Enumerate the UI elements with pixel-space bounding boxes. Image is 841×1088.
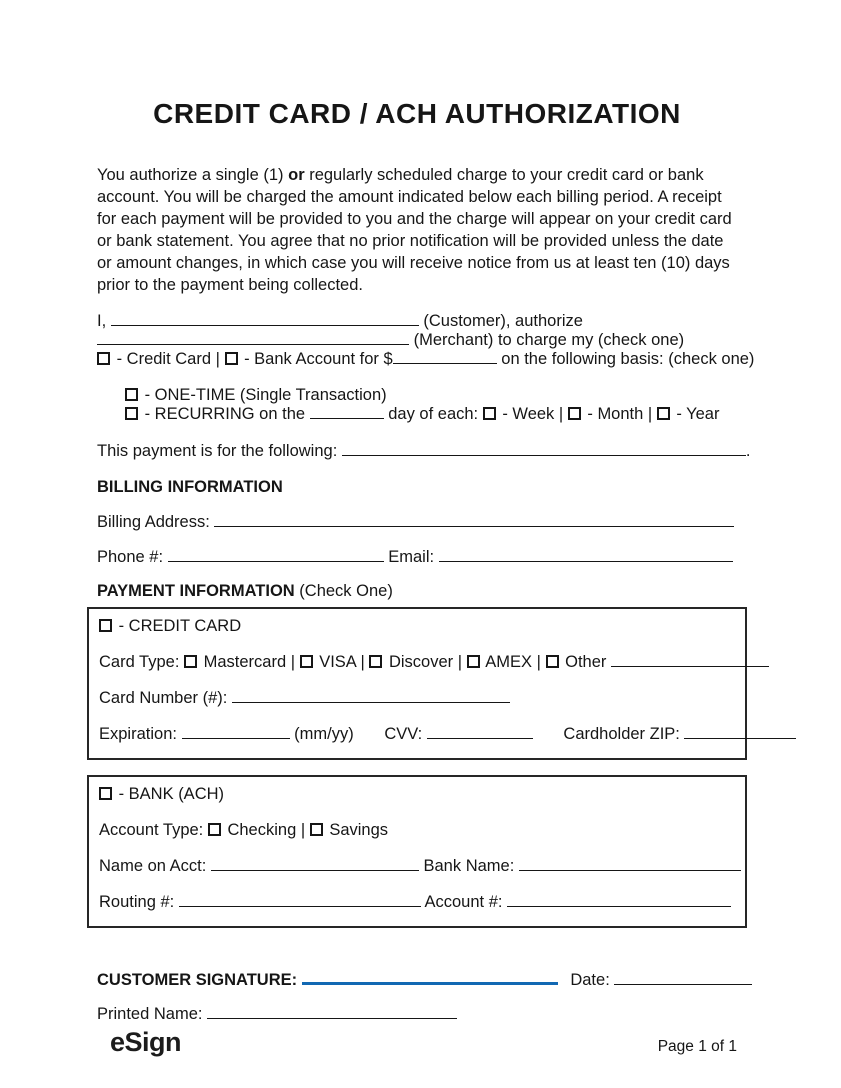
expiration-line (99, 725, 733, 744)
checkbox-other[interactable] (546, 655, 559, 668)
basis-suffix: on the following basis: (check one) (501, 350, 755, 368)
checkbox-mastercard[interactable] (184, 655, 197, 668)
intro-text-post: regularly scheduled charge to your credit card or bank account. You will be charged the amount indicated below each billing period. A receipt for each payment will be provided to you and the charge will appear on your credit card or bank statement. You agree that no prior notification will be provided unless the date or amount changes, in which case you will receive notice from us at least ten (10) days prior to the payment being collected. (97, 166, 732, 294)
routing-account-line (99, 893, 733, 912)
month-option-label: - Month | (587, 405, 653, 423)
intro-text-pre: You authorize a single (1) (97, 166, 289, 184)
card-type-amex-label: AMEX | (485, 653, 541, 671)
customer-signature-label: CUSTOMER SIGNATURE: (97, 971, 298, 989)
name-bank-line (99, 857, 733, 876)
payment-for-label: This payment is for the following: (97, 442, 338, 460)
year-option-label: - Year (676, 405, 720, 423)
checkbox-section-credit-card[interactable] (99, 619, 112, 632)
checkbox-section-bank-ach[interactable] (99, 787, 112, 800)
customer-name-field[interactable] (111, 313, 419, 326)
payment-info-heading-line (97, 582, 737, 601)
checkbox-visa[interactable] (300, 655, 313, 668)
customer-line (97, 312, 737, 331)
intro-or-bold: or (288, 166, 305, 184)
recurring-option-label: - RECURRING on the (144, 405, 306, 423)
page-title: CREDIT CARD / ACH AUTHORIZATION (153, 98, 681, 129)
credit-card-section (87, 607, 747, 760)
phone-label: Phone #: (97, 548, 164, 566)
account-number-label: Account #: (424, 893, 503, 911)
card-type-line (99, 653, 733, 672)
card-type-other-field[interactable] (611, 654, 769, 667)
week-option-label: - Week | (502, 405, 564, 423)
name-on-acct-field[interactable] (211, 858, 419, 871)
page-number: Page 1 of 1 (657, 1038, 737, 1055)
card-number-field[interactable] (232, 690, 510, 703)
bank-ach-section (87, 775, 747, 928)
checkbox-amex[interactable] (467, 655, 480, 668)
payment-info-heading: PAYMENT INFORMATION (97, 582, 295, 600)
phone-field[interactable] (168, 549, 384, 562)
phone-email-line (97, 548, 737, 567)
checkbox-year[interactable] (657, 407, 670, 420)
checkbox-bank-account[interactable] (225, 352, 238, 365)
expiration-hint: (mm/yy) (294, 725, 354, 743)
amount-field[interactable] (393, 351, 497, 364)
cvv-label: CVV: (384, 725, 423, 743)
payment-for-line (97, 442, 751, 461)
checkbox-discover[interactable] (369, 655, 382, 668)
routing-number-field[interactable] (179, 894, 421, 907)
bank-section-heading-line (99, 785, 733, 804)
date-label: Date: (570, 971, 610, 989)
billing-address-label: Billing Address: (97, 513, 210, 531)
bank-section-heading: - BANK (ACH) (118, 785, 225, 803)
payment-for-field[interactable] (342, 443, 746, 456)
account-type-label: Account Type: (99, 821, 204, 839)
checkbox-savings[interactable] (310, 823, 323, 836)
card-number-label: Card Number (#): (99, 689, 228, 707)
savings-option-label: Savings (329, 821, 389, 839)
billing-address-line (97, 513, 737, 532)
signature-line (97, 971, 737, 990)
billing-heading: BILLING INFORMATION (97, 478, 283, 496)
card-type-discover-label: Discover | (388, 653, 462, 671)
recurring-line (97, 405, 737, 424)
esign-logo: eSign (110, 1027, 182, 1057)
checkbox-one-time[interactable] (125, 388, 138, 401)
credit-card-section-heading-line (99, 617, 733, 636)
card-type-visa-label: VISA | (319, 653, 365, 671)
printed-name-field[interactable] (207, 1006, 457, 1019)
charge-method-line (97, 350, 755, 369)
payment-info-heading-suffix: (Check One) (299, 582, 393, 600)
billing-address-field[interactable] (214, 514, 734, 527)
name-on-acct-label: Name on Acct: (99, 857, 207, 875)
account-number-field[interactable] (507, 894, 731, 907)
merchant-suffix: (Merchant) to charge my (check one) (413, 331, 685, 349)
customer-signature-field[interactable] (302, 971, 558, 985)
checking-option-label: Checking | (227, 821, 306, 839)
card-type-label: Card Type: (99, 653, 180, 671)
i-label: I, (97, 312, 107, 330)
checkbox-recurring[interactable] (125, 407, 138, 420)
customer-suffix: (Customer), authorize (423, 312, 583, 330)
payment-for-period: . (745, 442, 751, 460)
bank-name-field[interactable] (519, 858, 741, 871)
bank-name-label: Bank Name: (423, 857, 515, 875)
cvv-field[interactable] (427, 726, 533, 739)
one-time-line (97, 386, 737, 405)
cardholder-zip-field[interactable] (684, 726, 796, 739)
cardholder-zip-label: Cardholder ZIP: (563, 725, 680, 743)
intro-paragraph (97, 164, 737, 296)
expiration-label: Expiration: (99, 725, 177, 743)
checkbox-month[interactable] (568, 407, 581, 420)
email-field[interactable] (439, 549, 733, 562)
expiration-field[interactable] (182, 726, 290, 739)
credit-card-option-label: - Credit Card | (116, 350, 220, 368)
account-type-line (99, 821, 733, 840)
bank-account-option-label: - Bank Account for $ (244, 350, 393, 368)
merchant-line (97, 331, 737, 350)
page-footer (0, 1027, 841, 1058)
recurring-day-field[interactable] (310, 406, 384, 419)
credit-card-section-heading: - CREDIT CARD (118, 617, 242, 635)
checkbox-week[interactable] (483, 407, 496, 420)
email-label: Email: (388, 548, 435, 566)
routing-label: Routing #: (99, 893, 175, 911)
card-type-mastercard-label: Mastercard | (203, 653, 295, 671)
checkbox-credit-card[interactable] (97, 352, 110, 365)
merchant-name-field[interactable] (97, 332, 409, 345)
printed-name-label: Printed Name: (97, 1005, 203, 1023)
card-type-other-label: Other (565, 653, 607, 671)
one-time-option-label: - ONE-TIME (Single Transaction) (144, 386, 387, 404)
checkbox-checking[interactable] (208, 823, 221, 836)
printed-name-line (97, 1005, 737, 1024)
recurring-mid-label: day of each: (388, 405, 479, 423)
card-number-line (99, 689, 733, 708)
date-field[interactable] (614, 972, 752, 985)
